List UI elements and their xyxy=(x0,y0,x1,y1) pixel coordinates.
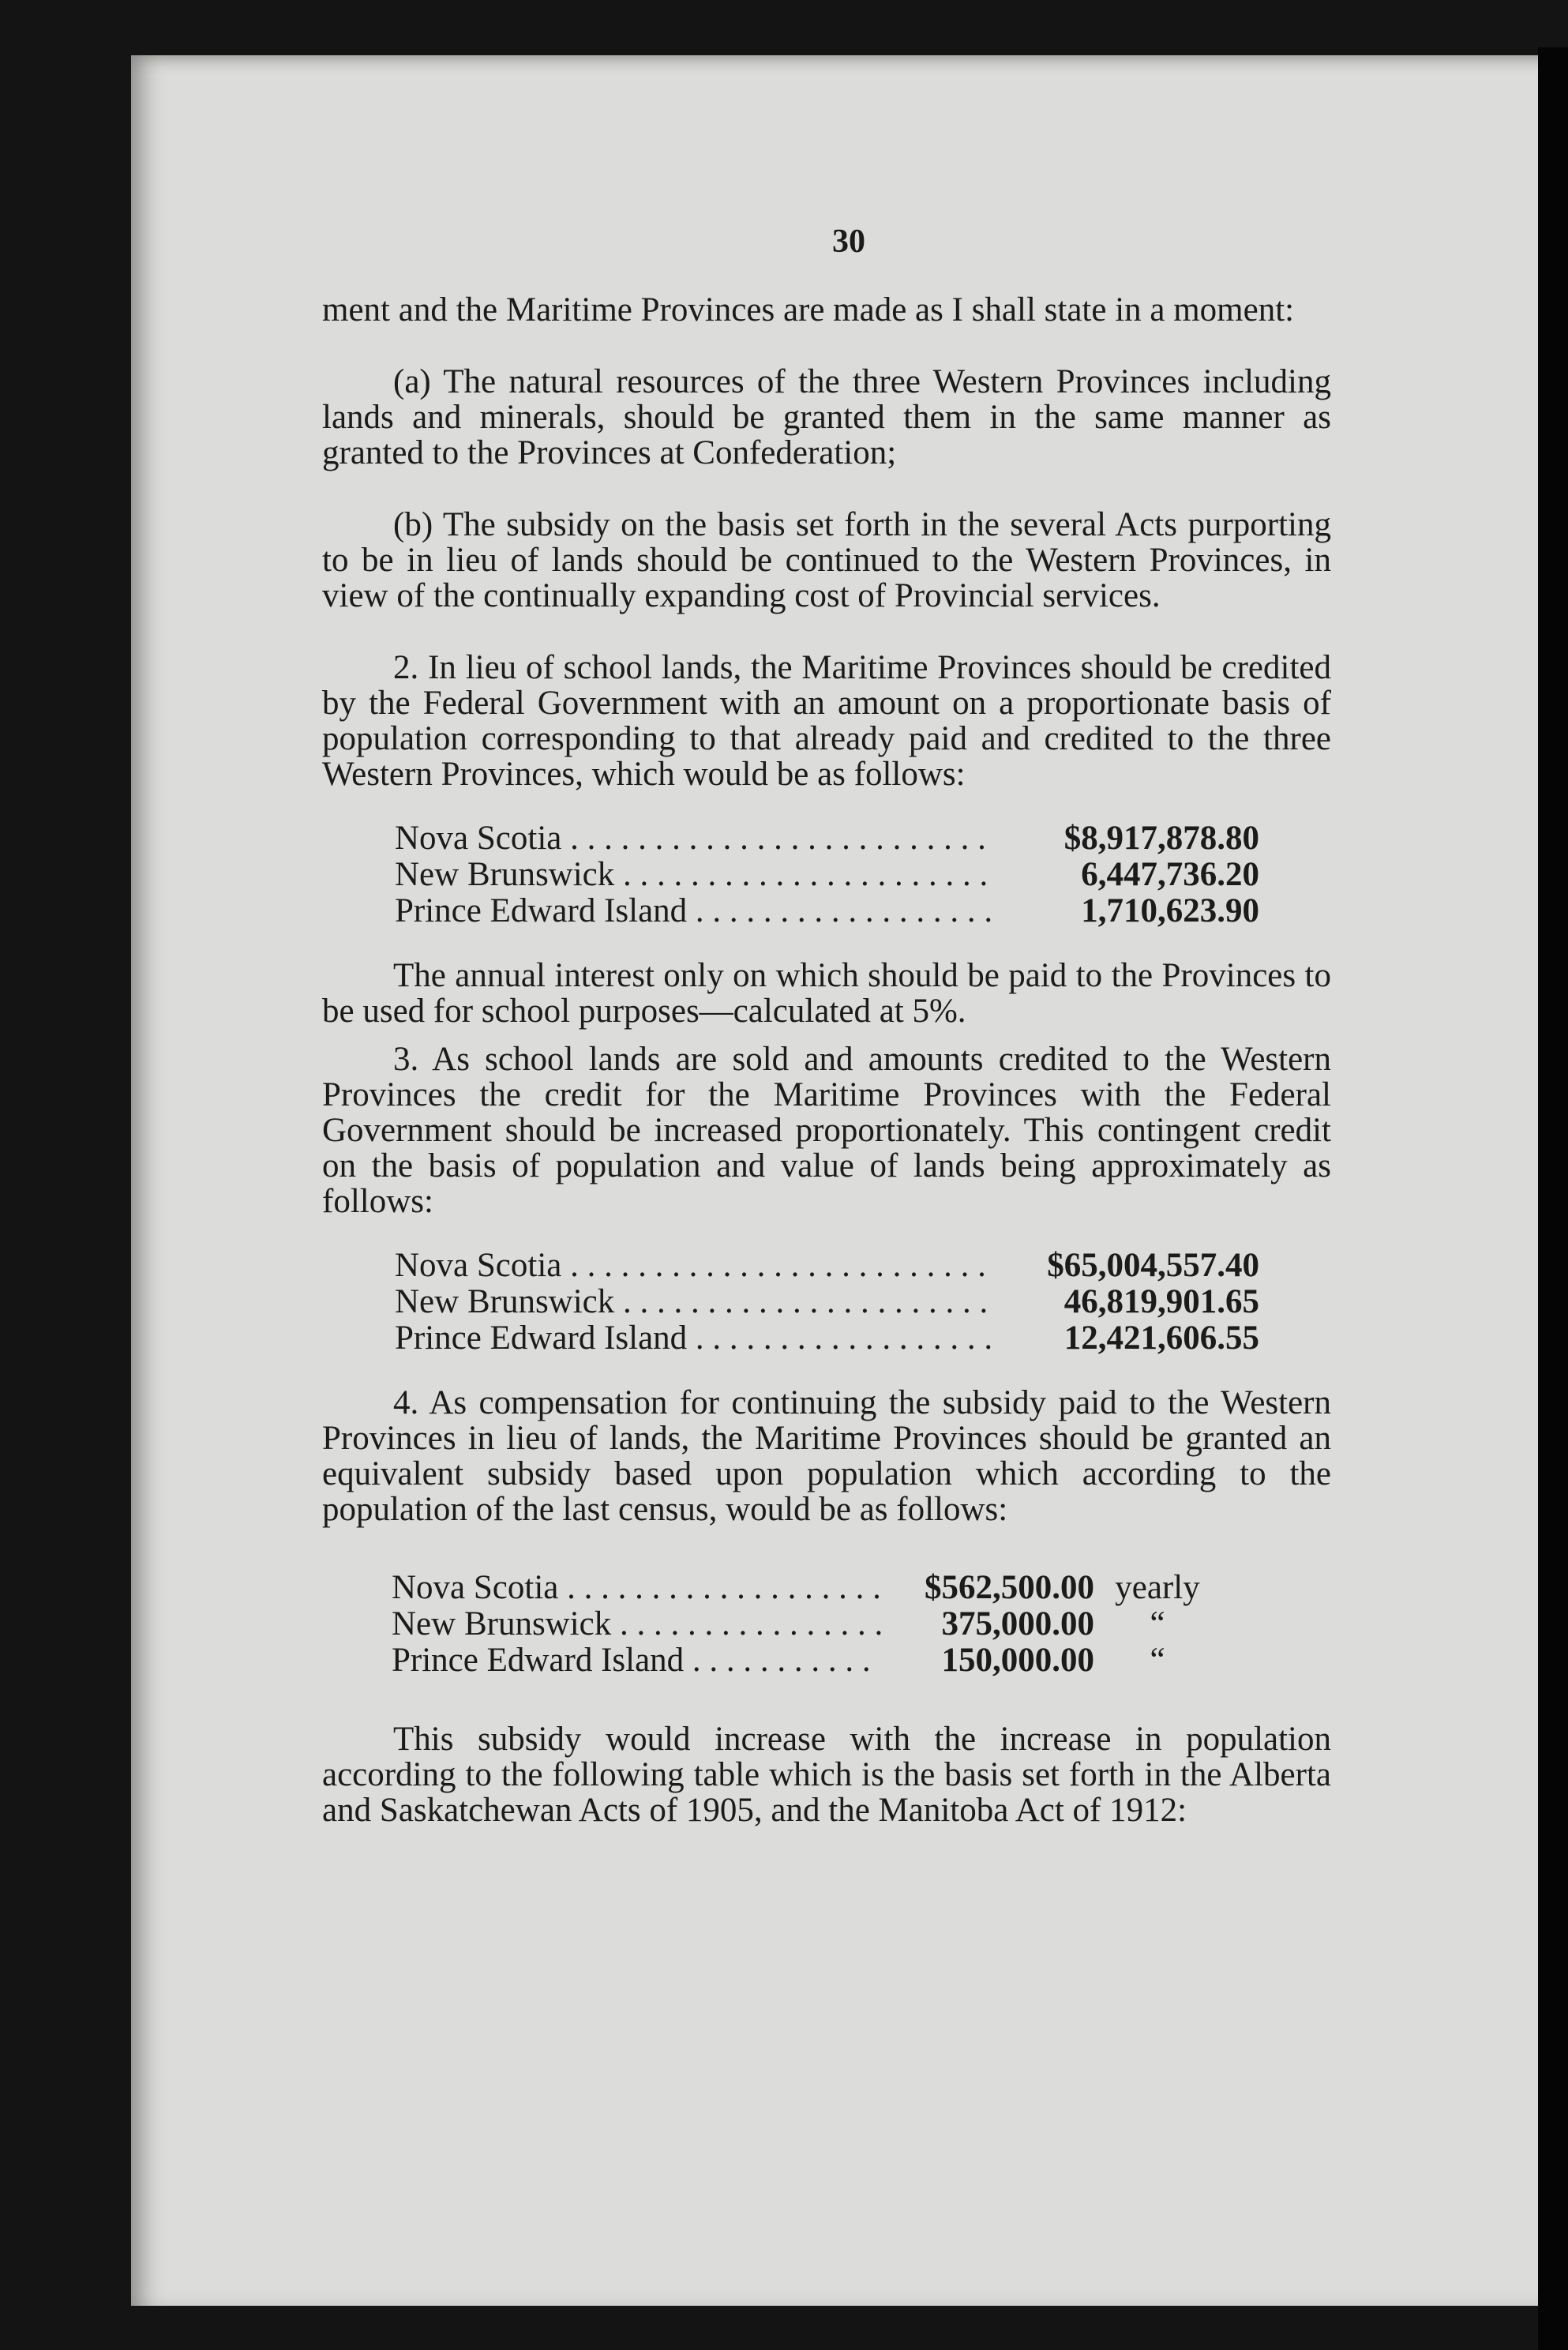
paragraph-a xyxy=(322,364,1331,471)
amount: 46,819,901.65 xyxy=(1063,1283,1259,1320)
table-row xyxy=(392,1606,1331,1642)
paragraph-5-text: This subsidy would increase with the increase in population according to the following table which is the basis set forth in the Alberta and Saskatchewan Acts of 1905, and the Manitoba Act of 1912: xyxy=(322,1721,1331,1829)
amount: $65,004,557.40 xyxy=(1047,1247,1259,1284)
amount: 12,421,606.55 xyxy=(1063,1320,1259,1357)
province-name: New Brunswick . . . xyxy=(392,1606,881,1642)
page-body xyxy=(322,292,1331,1828)
school-lands-table xyxy=(395,820,1331,929)
table-row xyxy=(395,1320,1331,1357)
table-row xyxy=(395,1284,1331,1320)
paragraph-interest xyxy=(322,958,1331,1029)
paragraph-5 xyxy=(322,1721,1331,1828)
province-name: Nova Scotia . . . xyxy=(392,1570,881,1606)
province-name: Prince Edward Island . . . xyxy=(395,1320,995,1357)
province-name: Nova Scotia . . . xyxy=(395,820,995,857)
amount: $562,500.00 xyxy=(925,1569,1094,1606)
paragraph-b-text: (b) The subsidy on the basis set forth in the several Acts purporting to be in lieu of lands should be continued to the Western Provinces, in view of the continually expanding cost of Provincial services. xyxy=(322,506,1331,614)
province-name: New Brunswick . . . xyxy=(395,1284,995,1320)
paragraph-2-text: 2. In lieu of school lands, the Maritime Provinces should be credited by the Federal Government with an amount on a proportionate basis of population corresponding to that already paid and credited to the three Western Provinces, which would be as follows: xyxy=(322,649,1331,793)
province-name: New Brunswick . . . xyxy=(395,857,995,893)
paragraph-intro: ment and the Maritime Provinces are made as I shall state in a moment: xyxy=(322,291,1295,328)
paragraph-b xyxy=(322,507,1331,614)
amount: 150,000.00 xyxy=(941,1642,1094,1679)
province-name: Prince Edward Island . . . xyxy=(392,1642,881,1679)
amount: 6,447,736.20 xyxy=(1081,856,1259,893)
paragraph-3 xyxy=(322,1042,1331,1219)
table-row xyxy=(392,1570,1331,1606)
table-row xyxy=(395,857,1331,893)
table-row xyxy=(392,1642,1331,1679)
paragraph-4-text: 4. As compensation for continuing the subsidy paid to the Western Provinces in lieu of lands, the Maritime Provinces should be granted an equivalent subsidy based upon population which according to the population of the last census, would be as follows: xyxy=(322,1384,1331,1528)
amount: 375,000.00 xyxy=(941,1605,1094,1642)
period-note: “ xyxy=(1150,1605,1165,1642)
page-number: 30 xyxy=(832,223,865,260)
period-note: yearly xyxy=(1115,1569,1200,1606)
subsidy-table xyxy=(392,1570,1331,1679)
paragraph-2 xyxy=(322,650,1331,792)
amount: 1,710,623.90 xyxy=(1081,892,1259,929)
amount: $8,917,878.80 xyxy=(1063,820,1259,857)
contingent-credit-table xyxy=(395,1248,1331,1357)
paragraph-interest-text: The annual interest only on which should be paid to the Provinces to be used for school purposes—calculated at 5%. xyxy=(322,957,1331,1030)
table-row xyxy=(395,1248,1331,1284)
province-name: Nova Scotia . . . xyxy=(395,1248,995,1284)
table-row xyxy=(395,820,1331,857)
period-note: “ xyxy=(1150,1642,1165,1679)
paragraph-3-text: 3. As school lands are sold and amounts credited to the Western Provinces the credit for the Maritime Provinces with the Federal Government should be increased proportionately. This contingent credit on the basis of population and value of lands being approximately as follows: xyxy=(322,1041,1331,1220)
table-row xyxy=(395,893,1331,929)
paragraph-4 xyxy=(322,1385,1331,1527)
paragraph-a-text: (a) The natural resources of the three Western Provinces including lands and minerals, should be granted them in the same manner as granted to the Provinces at Confederation; xyxy=(322,363,1331,471)
scan-border xyxy=(1538,47,1568,2350)
province-name: Prince Edward Island . . . xyxy=(395,893,995,929)
